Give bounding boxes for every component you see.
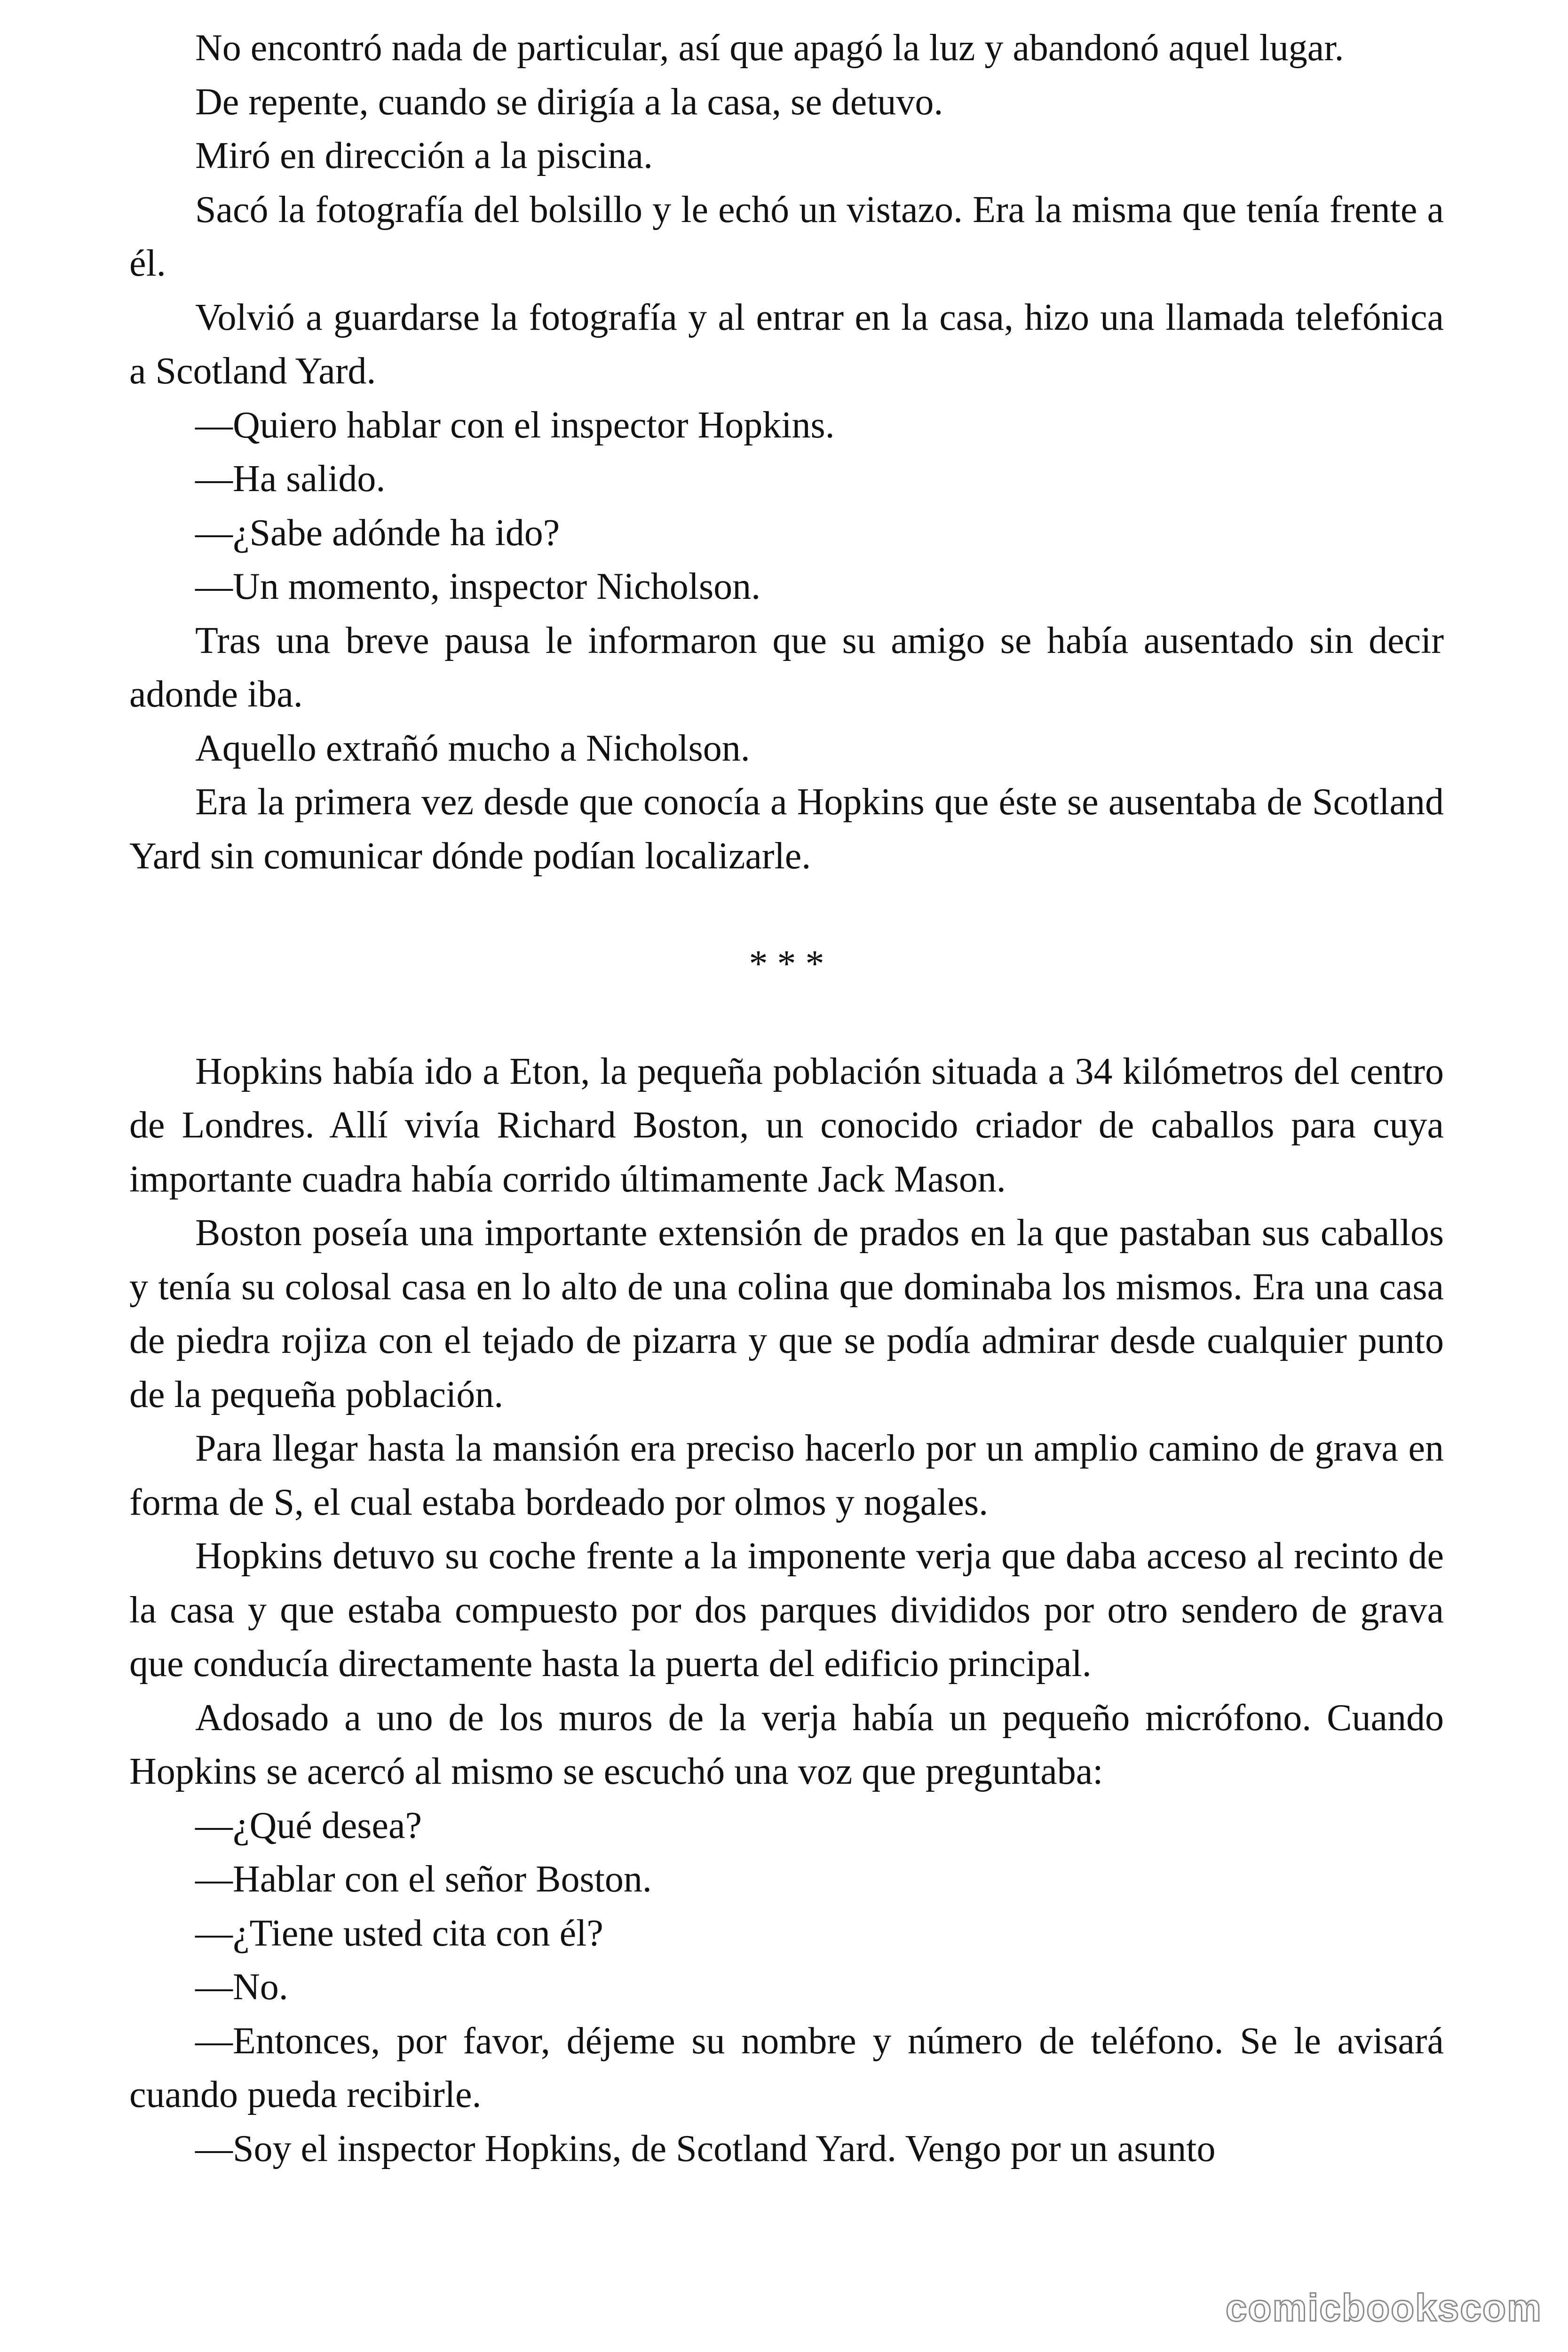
paragraph: De repente, cuando se dirigía a la casa, se detuvo. (195, 81, 943, 123)
paragraph: Para llegar hasta la mansión era preciso hacerlo por un amplio camino de grava en forma de S, el cual estaba bordeado por olmos y nogales. (129, 1428, 1444, 1523)
dialogue-line: —Ha salido. (195, 458, 386, 500)
paragraph: Boston poseía una importante extensión de prados en la que pastaban sus caballos y tenía su colosal casa en lo alto de una colina que dominaba los mismos. Era una casa de piedra rojiza con el tejado de pizarra y que se podía admirar desde cualquier punto de la pequeña población. (129, 1212, 1444, 1415)
paragraph: Hopkins había ido a Eton, la pequeña población situada a 34 kilómetros del centro de Londres. Allí vivía Richard Boston, un conocido criador de caballos para cuya importante cuadra había corrido últimamente Jack Mason. (129, 1050, 1444, 1200)
dialogue-line: —No. (195, 1966, 288, 2008)
dialogue-line: —¿Sabe adónde ha ido? (195, 512, 560, 554)
paragraph: Miró en dirección a la piscina. (195, 135, 653, 176)
watermark-logo: comicbookscom (1225, 2287, 1542, 2329)
dialogue-line: —Soy el inspector Hopkins, de Scotland Yard. Vengo por un asunto (195, 2128, 1216, 2169)
paragraph: Sacó la fotografía del bolsillo y le echó un vistazo. Era la misma que tenía frente a él. (129, 189, 1444, 284)
scene-break: * * * (749, 943, 824, 985)
dialogue-line: —Un momento, inspector Nicholson. (195, 566, 761, 607)
paragraph: Tras una breve pausa le informaron que su amigo se había ausentado sin decir adonde iba. (129, 620, 1444, 715)
dialogue-line: —¿Qué desea? (195, 1804, 422, 1846)
paragraph: No encontró nada de particular, así que apagó la luz y abandonó aquel lugar. (195, 27, 1344, 69)
paragraph: Hopkins detuvo su coche frente a la imponente verja que daba acceso al recinto de la casa y que estaba compuesto por dos parques divididos por otro sendero de grava que conducía directamente hasta la puerta del edificio principal. (129, 1535, 1444, 1685)
paragraph: Aquello extrañó mucho a Nicholson. (195, 727, 750, 769)
dialogue-line: —Entonces, por favor, déjeme su nombre y número de teléfono. Se le avisará cuando pueda recibirle. (129, 2020, 1444, 2115)
paragraph: Adosado a uno de los muros de la verja había un pequeño micrófono. Cuando Hopkins se acercó al mismo se escuchó una voz que preguntaba: (129, 1697, 1444, 1792)
paragraph: Era la primera vez desde que conocía a Hopkins que éste se ausentaba de Scotland Yard sin comunicar dónde podían localizarle. (129, 781, 1444, 877)
dialogue-line: —Hablar con el señor Boston. (195, 1859, 652, 1900)
dialogue-line: —Quiero hablar con el inspector Hopkins. (195, 404, 835, 446)
dialogue-line: —¿Tiene usted cita con él? (195, 1912, 603, 1954)
book-page (129, 21, 1444, 2176)
paragraph: Volvió a guardarse la fotografía y al entrar en la casa, hizo una llamada telefónica a Scotland Yard. (129, 296, 1444, 392)
